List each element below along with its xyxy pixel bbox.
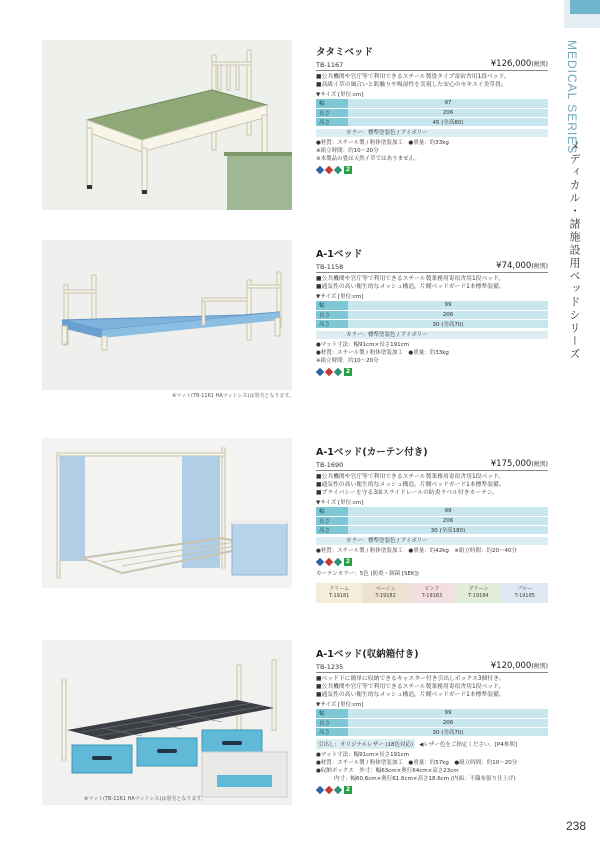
table-row: 高さ 30 (全高70) — [316, 319, 548, 328]
product-photo — [42, 240, 292, 390]
size-table — [316, 709, 548, 737]
size-label: ▼サイズ [単位:cm] — [316, 294, 364, 300]
product-description: ■公共機関や官庁等で利用できるスチール製業務用寄宿舎用1段ベッド。 ■通気性の高い衛生的なメッシュ構造。片側ベッドガード1本標準装備。 — [316, 276, 505, 290]
product-info — [316, 246, 548, 376]
product-name: A-1ベッド(収納箱付き) — [316, 649, 419, 660]
product-notes: ●マット寸法：幅91cm×長さ191cm ●材質：スチール製 / 粉体塗装加工 ●重量：約33kg ※組立時間：約10〜20分 — [316, 341, 449, 364]
code-price-row — [316, 59, 548, 71]
cube-red-icon — [325, 785, 333, 793]
product-name: A-1ベッド(カーテン付き) — [316, 447, 428, 458]
swatch-green: グリーン T-19184 — [455, 583, 501, 603]
delivery-2-icon: 2 — [345, 557, 351, 565]
product-notes: ●材質：スチール製 / 粉体塗装加工 ●重量：約33kg ※組立時間：約10〜20分 ※本製品の畳は天然イ草ではありません。 — [316, 139, 449, 162]
product-tatami-bed — [42, 40, 548, 215]
product-description: ■公共機関や官庁等で利用できるスチール製畳タイプ寄宿舎用1段ベッド。 ■高級イ草の風合いと肌触りや吸湿性を実現した安心のセキスイ美草畳。 — [316, 74, 510, 88]
table-row: 長さ 206 — [316, 516, 548, 525]
cube-teal-icon — [334, 557, 342, 565]
product-name: A-1ベッド — [316, 249, 363, 260]
curtain-swatches — [316, 583, 548, 603]
cube-blue-icon — [316, 165, 324, 173]
feature-icons — [316, 558, 548, 566]
size-label: ▼サイズ [単位:cm] — [316, 500, 364, 506]
delivery-2-icon: 2 — [345, 785, 351, 793]
table-row: 長さ 206 — [316, 310, 548, 319]
code-price-row — [316, 459, 548, 471]
product-code: TB-1167 — [316, 61, 344, 69]
size-label: ▼サイズ [単位:cm] — [316, 702, 364, 708]
table-row: 幅 97 — [316, 99, 548, 108]
product-info — [316, 444, 548, 603]
swatch-blue: ブルー T-19185 — [502, 583, 548, 603]
cube-teal-icon — [334, 165, 342, 173]
cube-red-icon — [325, 165, 333, 173]
product-photo — [42, 438, 292, 588]
swatch-cream: クリーム T-19181 — [316, 583, 362, 603]
option-tag: 引出し：オリジナルレザー (18色対応) — [316, 739, 415, 749]
feature-icons — [316, 786, 548, 794]
product-info — [316, 44, 548, 174]
delivery-2-icon: 2 — [345, 165, 351, 173]
cube-red-icon — [325, 367, 333, 375]
photo-note: ※マット(TB-1161 HAマットレス)は別売となります。 — [84, 796, 206, 802]
product-name: タタミベッド — [316, 47, 374, 58]
color-spec: カラー：標準塗装色 / アイボリー — [316, 331, 548, 339]
product-price: ¥120,000(税別) — [490, 661, 548, 671]
swatch-pink: ピンク T-19183 — [409, 583, 455, 603]
size-table — [316, 99, 548, 127]
table-row: 高さ 30 (全高180) — [316, 525, 548, 534]
drawer-option — [316, 739, 548, 749]
product-description: ■ベッド下に簡単に収納できるキャスター付き引出しボックス3個付き。 ■公共機関や官庁等で利用できるスチール製業務用寄宿舎用1段ベッド。 ■通気性の高い衛生的なメッシュ構造。片側ベッドガード1本標準装備。 — [316, 676, 505, 698]
product-info — [316, 646, 548, 794]
color-spec: カラー：標準塗装色 / アイボリー — [316, 537, 548, 545]
code-price-row — [316, 661, 548, 673]
swatch-beige: ベージュ T-19182 — [362, 583, 408, 603]
curtain-color-label: カーテンカラー：5色 (防炎・制菌 [SEK]) — [316, 570, 419, 577]
product-code: TB-1690 — [316, 461, 344, 469]
color-spec: カラー：標準塗装色 / アイボリー — [316, 129, 548, 137]
product-a1-bed-storage — [42, 640, 548, 815]
product-notes: ●マット寸法：幅91cm×長さ191cm ●材質：スチール製 / 粉体塗装加工 ●重量：約57kg ●組立時間：約10〜20分 ●収納ボックス 外寸：幅63cm×奥行64cm×高さ23cm 内寸：幅60.6cm×奥行61.6cm×高さ18.6cm (内面：不織布張り仕上げ) — [316, 751, 518, 782]
table-row: 高さ 30 (全高70) — [316, 727, 548, 736]
table-row: 幅 99 — [316, 709, 548, 718]
table-row: 長さ 206 — [316, 718, 548, 727]
table-row: 長さ 206 — [316, 108, 548, 117]
cube-blue-icon — [316, 367, 324, 375]
product-notes: ●材質：スチール製 / 粉体塗装加工 ●重量：約42kg ※組立時間：約20〜40分 — [316, 547, 518, 554]
product-a1-bed-curtain — [42, 438, 548, 618]
photo-note: ※マット(TB-1161 HAマットレス)は別売となります。 — [172, 393, 294, 399]
product-description: ■公共機関や官庁等で利用できるスチール製業務用寄宿舎用1段ベッド。 ■通気性の高い衛生的なメッシュ構造。片側ベッドガード1本標準装備。 ■プライバシーを守る3面スライドレールの防炎ラベル付きカーテン。 — [316, 474, 505, 496]
header-accent — [570, 0, 600, 14]
product-price: ¥74,000(税別) — [496, 261, 548, 271]
option-note: ◀レザー色をご指定ください。[P4参照] — [419, 741, 517, 748]
feature-icons — [316, 166, 548, 174]
product-code: TB-1158 — [316, 263, 344, 271]
cube-blue-icon — [316, 557, 324, 565]
table-row: 幅 99 — [316, 507, 548, 516]
cube-blue-icon — [316, 785, 324, 793]
product-code: TB-1235 — [316, 663, 344, 671]
product-price: ¥175,000(税別) — [490, 459, 548, 469]
cube-teal-icon — [334, 785, 342, 793]
cube-red-icon — [325, 557, 333, 565]
size-table — [316, 301, 548, 329]
table-row: 高さ 45 (全高80) — [316, 117, 548, 126]
feature-icons — [316, 368, 548, 376]
product-price: ¥126,000(税別) — [490, 59, 548, 69]
size-label: ▼サイズ [単位:cm] — [316, 92, 364, 98]
series-title-jp: メディカル・諸施設用ベッドシリーズ — [568, 140, 581, 361]
size-table — [316, 507, 548, 535]
code-price-row — [316, 261, 548, 273]
delivery-2-icon: 2 — [345, 367, 351, 375]
product-photo — [42, 640, 292, 805]
table-row: 幅 99 — [316, 301, 548, 310]
cube-teal-icon — [334, 367, 342, 375]
series-title-en: MEDICAL SERIES — [565, 40, 579, 155]
page-number: 238 — [566, 819, 587, 833]
product-a1-bed — [42, 240, 548, 410]
product-photo — [42, 40, 292, 210]
